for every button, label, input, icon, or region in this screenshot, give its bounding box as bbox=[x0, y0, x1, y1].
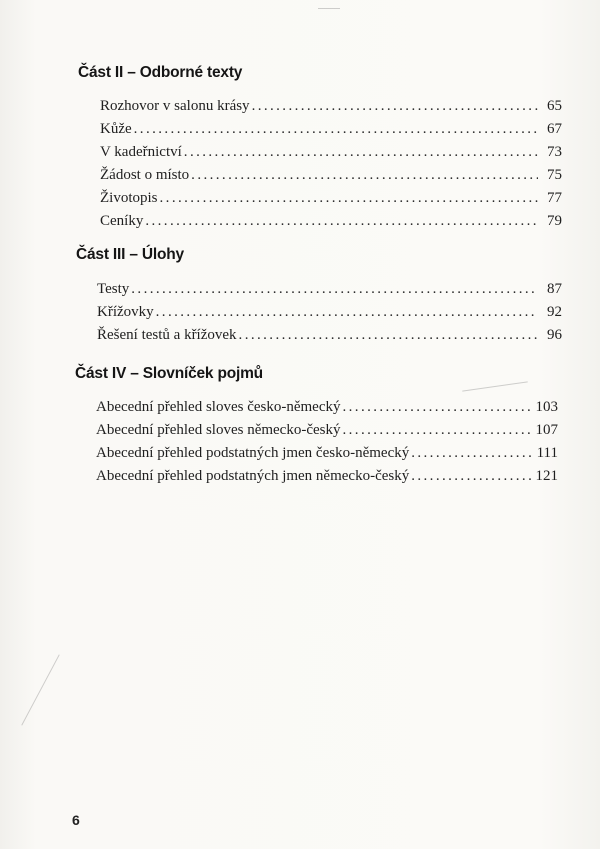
toc-entry-label: V kadeřnictví bbox=[100, 144, 182, 160]
toc-leader-dots bbox=[411, 445, 532, 462]
toc-entry-page: 79 bbox=[547, 213, 562, 229]
toc-entry-label: Abecední přehled sloves německo-český bbox=[96, 422, 341, 438]
scan-artifact-line bbox=[462, 381, 527, 391]
toc-leader-dots bbox=[134, 121, 538, 138]
toc-leader-dots bbox=[239, 327, 538, 344]
toc-leader-dots bbox=[343, 422, 532, 439]
toc-leader-dots bbox=[411, 468, 531, 485]
toc-entry bbox=[97, 327, 562, 350]
toc-entry bbox=[100, 98, 562, 121]
toc-entry bbox=[100, 121, 562, 144]
scan-artifact-line bbox=[21, 654, 59, 725]
toc-entry-page: 92 bbox=[547, 304, 562, 320]
toc-entry-page: 107 bbox=[535, 422, 558, 438]
toc-list-part-2 bbox=[100, 98, 562, 236]
toc-leader-dots bbox=[156, 304, 538, 321]
toc-leader-dots bbox=[145, 213, 538, 230]
toc-leader-dots bbox=[343, 399, 532, 416]
toc-entry-label: Abecední přehled sloves česko-německý bbox=[96, 399, 341, 415]
toc-entry-label: Křížovky bbox=[97, 304, 154, 320]
page-number: 6 bbox=[72, 812, 80, 828]
toc-entry-page: 75 bbox=[547, 167, 562, 183]
toc-entry-label: Testy bbox=[97, 281, 130, 297]
toc-entry-label: Abecední přehled podstatných jmen česko-německý bbox=[96, 445, 410, 461]
toc-entry bbox=[100, 213, 562, 236]
toc-leader-dots bbox=[252, 98, 538, 115]
toc-leader-dots bbox=[184, 144, 538, 161]
toc-entry-page: 96 bbox=[547, 327, 562, 343]
toc-entry-label: Rozhovor v salonu krásy bbox=[100, 98, 250, 114]
toc-entry bbox=[100, 144, 562, 167]
toc-entry-page: 67 bbox=[547, 121, 562, 137]
toc-entry bbox=[96, 422, 558, 445]
toc-list-part-3 bbox=[97, 281, 562, 350]
toc-entry-page: 103 bbox=[535, 399, 558, 415]
toc-entry-label: Abecední přehled podstatných jmen německo-český bbox=[96, 468, 410, 484]
toc-entry-page: 111 bbox=[536, 445, 558, 461]
toc-entry-label: Kůže bbox=[100, 121, 132, 137]
toc-entry bbox=[100, 167, 562, 190]
toc-entry bbox=[97, 304, 562, 327]
toc-entry-page: 87 bbox=[547, 281, 562, 297]
toc-entry-page: 65 bbox=[547, 98, 562, 114]
toc-entry-page: 77 bbox=[547, 190, 562, 206]
toc-entry-page: 121 bbox=[535, 468, 558, 484]
section-heading-part-3: Část III – Úlohy bbox=[76, 246, 184, 263]
toc-leader-dots bbox=[191, 167, 538, 184]
toc-entry-label: Ceníky bbox=[100, 213, 144, 229]
toc-entry-label: Životopis bbox=[100, 190, 158, 206]
toc-entry bbox=[96, 399, 558, 422]
section-heading-part-4: Část IV – Slovníček pojmů bbox=[75, 365, 263, 382]
toc-entry bbox=[96, 468, 558, 491]
toc-entry-label: Řešení testů a křížovek bbox=[97, 327, 237, 343]
toc-leader-dots bbox=[160, 190, 538, 207]
toc-list-part-4 bbox=[96, 399, 558, 491]
toc-entry bbox=[97, 281, 562, 304]
toc-entry-page: 73 bbox=[547, 144, 562, 160]
toc-entry bbox=[100, 190, 562, 213]
section-heading-part-2: Část II – Odborné texty bbox=[78, 64, 243, 81]
toc-entry-label: Žádost o místo bbox=[100, 167, 190, 183]
toc-leader-dots bbox=[131, 281, 538, 298]
toc-entry bbox=[96, 445, 558, 468]
scan-artifact-line bbox=[318, 8, 340, 9]
